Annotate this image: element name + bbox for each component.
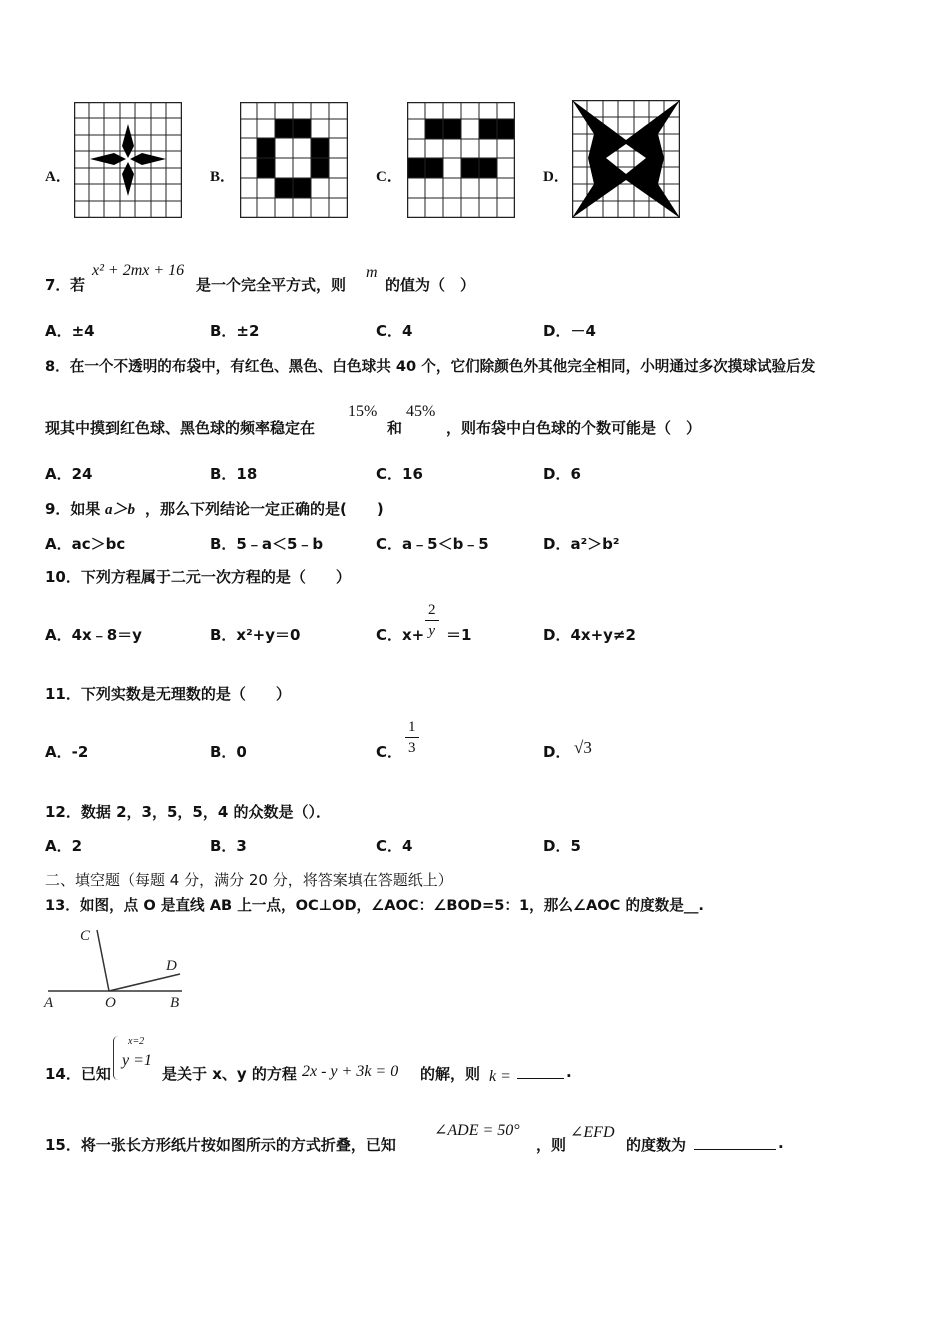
q8-text-line2a: 现其中摸到红色球、黑色球的频率稳定在	[45, 419, 316, 437]
q6-option-a-figure	[74, 102, 182, 218]
q14-system-brace	[113, 1036, 118, 1080]
q10-option-a: A．4x﹣8＝y	[45, 626, 142, 644]
q8-text-line1: 8．在一个不透明的布袋中，有红色、黑色、白色球共 40 个，它们除颜色外其他完全相同，小明通过多次摸球试验后发	[45, 358, 816, 375]
q7-text-mid: 是一个完全平方式，则	[196, 276, 347, 294]
q11-option-a: A．-2	[45, 743, 89, 761]
q6-option-d-label: D．	[543, 169, 569, 185]
q11-option-c-label: C．	[376, 743, 403, 761]
q10-text: 10．下列方程属于二元一次方程的是（ ）	[45, 568, 351, 586]
q11-option-c-fraction	[405, 717, 419, 758]
q8-text-line2b: ，则布袋中白色球的个数可能是（ ）	[446, 419, 702, 437]
q6-option-b-label: B．	[210, 169, 236, 185]
q7-variable: m	[366, 264, 378, 281]
q14-system-eq1: x=2	[128, 1036, 145, 1047]
section-2-heading: 二、填空题（每题 4 分，满分 20 分，将答案填在答题纸上）	[45, 871, 453, 889]
q9-option-b: B．5﹣a＜5﹣b	[210, 535, 324, 553]
q10-frac-denominator: y	[428, 623, 436, 639]
q14-text-pre: 14．已知	[45, 1065, 111, 1083]
q7-text-pre: 若	[70, 276, 86, 294]
q14-end: .	[566, 1063, 572, 1081]
q15-text-post: 的度数为	[626, 1136, 687, 1154]
q15-answer-blank[interactable]	[694, 1149, 776, 1150]
q8-option-c: C．16	[376, 465, 423, 483]
q6-option-d-figure	[572, 100, 680, 218]
q12-text: 12．数据 2，3，5，5，4 的众数是（）．	[45, 803, 332, 821]
q7-option-c: C．4	[376, 322, 413, 340]
q9-text-pre: 9．如果	[45, 500, 101, 518]
q9-option-c: C．a﹣5＜b﹣5	[376, 535, 489, 553]
q7-option-a: A．±4	[45, 322, 95, 340]
q6-option-c-figure	[407, 102, 515, 218]
q13-label-o: O	[105, 995, 116, 1011]
q13-figure	[42, 922, 192, 1016]
q10-frac-numerator: 2	[425, 600, 439, 621]
q10-option-d: D．4x+y≠2	[543, 626, 636, 644]
q12-option-d: D．5	[543, 837, 581, 855]
q13-label-a: A	[44, 995, 54, 1011]
q9-option-d: D．a²＞b²	[543, 535, 620, 553]
q11-option-b: B．0	[210, 743, 247, 761]
q11-frac-numerator: 1	[405, 717, 419, 738]
q8-percent-black: 45%	[406, 403, 436, 420]
q13-label-d: D	[166, 958, 177, 974]
q9-text-post: ，那么下列结论一定正确的是( )	[145, 500, 384, 518]
q14-answer-blank[interactable]	[517, 1078, 564, 1079]
q15-text-pre: 15．将一张长方形纸片按如图所示的方式折叠，已知	[45, 1136, 396, 1154]
q15-angle-efd: ∠EFD	[570, 1124, 615, 1141]
q11-frac-denominator: 3	[408, 740, 416, 756]
q11-option-d-label: D．	[543, 743, 571, 761]
q9-option-a: A．ac＞bc	[45, 535, 126, 553]
q13-text: 13．如图，点 O 是直线 AB 上一点，OC⊥OD，∠AOC：∠BOD=5：1，那么∠AOC 的度数是__.	[45, 897, 704, 914]
q8-option-d: D．6	[543, 465, 581, 483]
q7-number: 7．	[45, 276, 71, 294]
q8-option-b: B．18	[210, 465, 258, 483]
q12-option-c: C．4	[376, 837, 413, 855]
q14-text-post: 的解，则	[420, 1065, 481, 1083]
q9-condition: a＞b	[105, 502, 136, 518]
q10-option-c-pre: C．x+	[376, 626, 425, 644]
q8-percent-red: 15%	[348, 403, 378, 420]
q14-system-eq2: y =1	[122, 1052, 152, 1069]
q7-option-b: B．±2	[210, 322, 260, 340]
q10-option-c-post: ＝1	[446, 626, 472, 644]
q14-text-mid: 是关于 x、y 的方程	[162, 1065, 297, 1083]
q15-text-mid: ，则	[536, 1136, 567, 1154]
q14-equation: 2x - y + 3k = 0	[302, 1063, 399, 1080]
q6-option-c-label: C．	[376, 169, 402, 185]
q15-angle-ade: ∠ADE = 50°	[434, 1122, 520, 1139]
q6-option-b-figure	[240, 102, 348, 218]
q13-label-b: B	[170, 995, 180, 1011]
q7-expression: x² + 2mx + 16	[92, 262, 185, 279]
q6-option-a-label: A．	[45, 169, 71, 185]
q13-label-c: C	[80, 928, 91, 944]
q12-option-a: A．2	[45, 837, 83, 855]
q10-option-c-fraction	[425, 600, 439, 641]
q8-option-a: A．24	[45, 465, 93, 483]
q14-k-label: k =	[489, 1068, 511, 1085]
q15-end: .	[778, 1134, 784, 1152]
q7-option-d: D．－4	[543, 322, 596, 340]
q11-text: 11．下列实数是无理数的是（ ）	[45, 685, 291, 703]
q8-text-and: 和	[387, 419, 403, 437]
q10-option-b: B．x²+y＝0	[210, 626, 301, 644]
q11-option-d-value: √3	[574, 738, 592, 757]
q12-option-b: B．3	[210, 837, 247, 855]
q7-text-post: 的值为（ ）	[385, 276, 476, 294]
